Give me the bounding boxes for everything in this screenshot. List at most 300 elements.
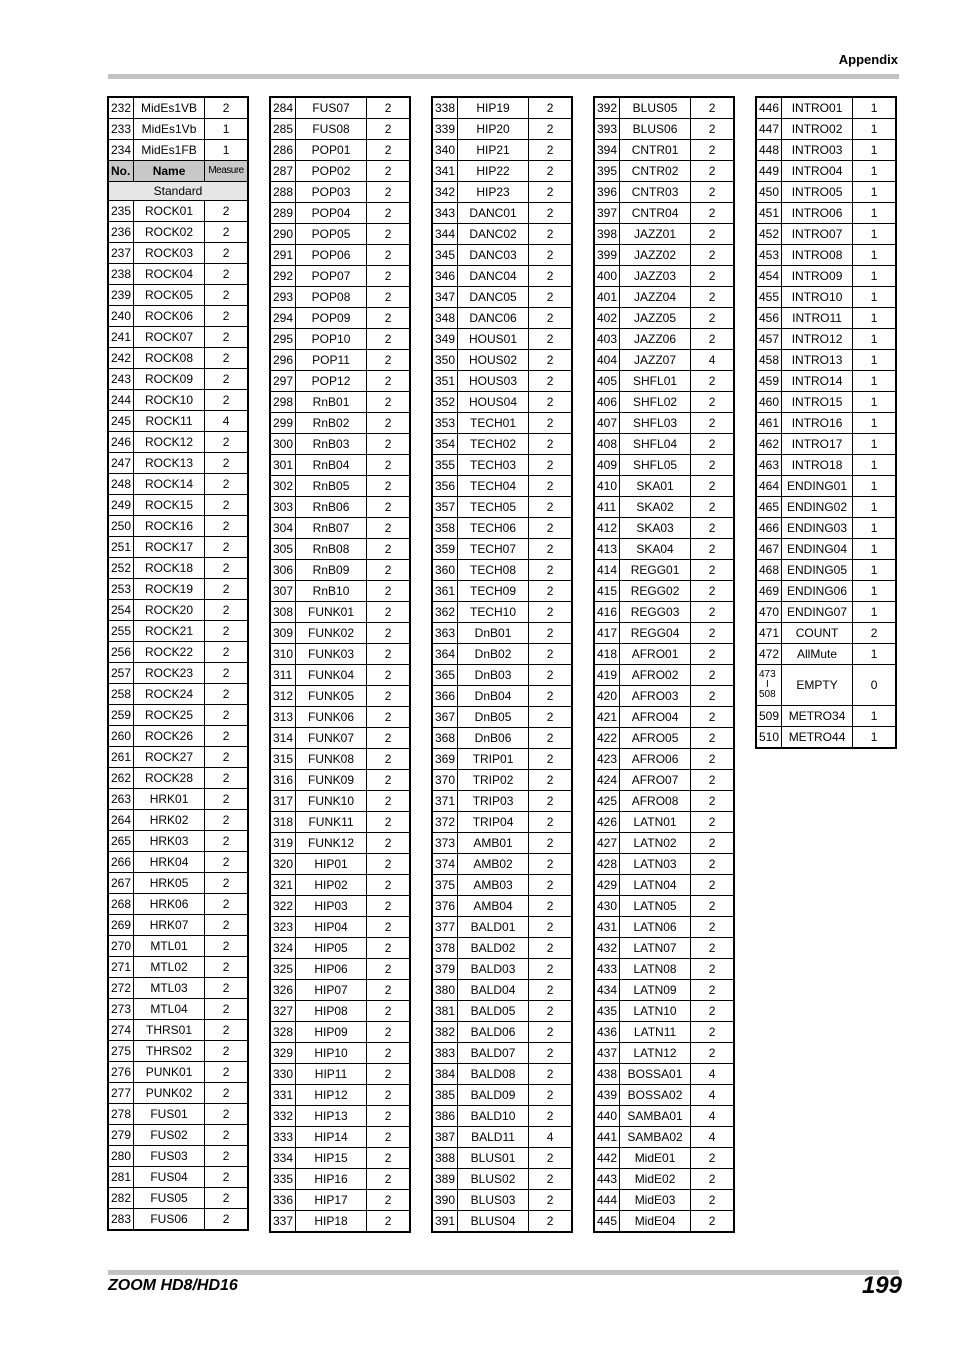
table-row: [432, 938, 572, 959]
table-row: [432, 707, 572, 728]
table-row: [270, 161, 410, 182]
pattern-name: JAZZ01: [620, 224, 691, 245]
table-row: [432, 686, 572, 707]
table-row: [108, 915, 248, 936]
table-row: [594, 1001, 734, 1022]
table-row: [270, 308, 410, 329]
pattern-number: 238: [108, 264, 134, 285]
pattern-measure: 2: [691, 539, 735, 560]
pattern-number: 330: [270, 1064, 296, 1085]
pattern-name: POP09: [296, 308, 367, 329]
pattern-number: 353: [432, 413, 458, 434]
pattern-number: 363: [432, 623, 458, 644]
pattern-measure: 2: [691, 707, 735, 728]
pattern-name: BALD06: [458, 1022, 529, 1043]
header-measure: Measure: [205, 161, 249, 182]
footer-product-title: ZOOM HD8/HD16: [108, 1277, 238, 1294]
pattern-number: 410: [594, 476, 620, 497]
table-row: [108, 1083, 248, 1104]
pattern-measure: 4: [691, 1064, 735, 1085]
pattern-number: 377: [432, 917, 458, 938]
pattern-measure: 2: [691, 1043, 735, 1064]
pattern-number: 458: [756, 350, 782, 371]
table-row: [756, 266, 896, 287]
table-row: [756, 706, 896, 727]
table-row: [108, 999, 248, 1020]
pattern-number: 243: [108, 369, 134, 390]
pattern-number: 249: [108, 495, 134, 516]
pattern-measure: 2: [367, 728, 411, 749]
pattern-number: 337: [270, 1211, 296, 1233]
pattern-name: ROCK14: [134, 474, 205, 495]
pattern-measure: 2: [205, 915, 249, 936]
pattern-name: TECH08: [458, 560, 529, 581]
pattern-measure: 2: [529, 413, 573, 434]
table-row: [756, 644, 896, 665]
section-label: Appendix: [838, 52, 898, 67]
pattern-name: BALD02: [458, 938, 529, 959]
table-row: [594, 560, 734, 581]
pattern-measure: 2: [529, 497, 573, 518]
pattern-number: 311: [270, 665, 296, 686]
pattern-measure: 2: [205, 390, 249, 411]
table-row: [108, 1167, 248, 1188]
pattern-number: 305: [270, 539, 296, 560]
pattern-number: 396: [594, 182, 620, 203]
pattern-name: SKA04: [620, 539, 691, 560]
pattern-name: TECH07: [458, 539, 529, 560]
pattern-measure: 1: [853, 539, 897, 560]
pattern-measure: 2: [691, 224, 735, 245]
pattern-measure: 2: [691, 980, 735, 1001]
pattern-name: HIP15: [296, 1148, 367, 1169]
table-row: [594, 182, 734, 203]
table-row: [432, 539, 572, 560]
pattern-measure: 2: [691, 161, 735, 182]
table-row: [432, 518, 572, 539]
pattern-name: HIP01: [296, 854, 367, 875]
pattern-number: 245: [108, 411, 134, 432]
pattern-name: BLUS06: [620, 119, 691, 140]
pattern-name: TECH04: [458, 476, 529, 497]
table-row: [432, 266, 572, 287]
pattern-measure: 2: [529, 980, 573, 1001]
table-row: [270, 1211, 410, 1233]
pattern-number: 255: [108, 621, 134, 642]
pattern-measure: 2: [367, 245, 411, 266]
table-row: [432, 392, 572, 413]
pattern-name: ROCK04: [134, 264, 205, 285]
pattern-name: FUNK03: [296, 644, 367, 665]
pattern-measure: 1: [853, 119, 897, 140]
pattern-measure: 2: [529, 518, 573, 539]
table-row: [594, 371, 734, 392]
pattern-number: 320: [270, 854, 296, 875]
pattern-measure: 2: [529, 1148, 573, 1169]
table-row: [594, 707, 734, 728]
pattern-name: FUS06: [134, 1209, 205, 1231]
pattern-number: 276: [108, 1062, 134, 1083]
pattern-name: METRO34: [782, 706, 853, 727]
pattern-number: 282: [108, 1188, 134, 1209]
pattern-measure: 2: [529, 686, 573, 707]
pattern-measure: 2: [367, 581, 411, 602]
pattern-measure: 2: [205, 1209, 249, 1231]
pattern-measure: 4: [691, 1106, 735, 1127]
table-row: [594, 1085, 734, 1106]
pattern-name: THRS02: [134, 1041, 205, 1062]
pattern-measure: 2: [205, 873, 249, 894]
pattern-name: SHFL04: [620, 434, 691, 455]
table-row: [432, 1127, 572, 1148]
pattern-measure: 2: [205, 537, 249, 558]
pattern-name: AMB04: [458, 896, 529, 917]
table-row: [270, 140, 410, 161]
pattern-measure: 2: [205, 474, 249, 495]
pattern-number: 381: [432, 1001, 458, 1022]
table-row: [432, 770, 572, 791]
pattern-number: 279: [108, 1125, 134, 1146]
table-row: [270, 980, 410, 1001]
table-row: [108, 264, 248, 285]
pattern-name: TECH09: [458, 581, 529, 602]
pattern-name: AMB03: [458, 875, 529, 896]
table-row: [756, 560, 896, 581]
pattern-measure: 2: [205, 1167, 249, 1188]
table-row: [270, 623, 410, 644]
pattern-measure: 2: [367, 287, 411, 308]
pattern-number: 459: [756, 371, 782, 392]
pattern-name: MidEs1VB: [134, 97, 205, 119]
table-row: [594, 413, 734, 434]
pattern-measure: 2: [205, 1062, 249, 1083]
pattern-name: MidE02: [620, 1169, 691, 1190]
pattern-number: 261: [108, 747, 134, 768]
pattern-number: 397: [594, 203, 620, 224]
pattern-number: 308: [270, 602, 296, 623]
pattern-number: 470: [756, 602, 782, 623]
table-row: [270, 245, 410, 266]
pattern-measure: 2: [529, 245, 573, 266]
table-row: [594, 350, 734, 371]
table-row: [432, 581, 572, 602]
pattern-name: ROCK02: [134, 222, 205, 243]
pattern-table-column-3: [431, 96, 573, 1233]
table-row: [432, 140, 572, 161]
pattern-number: 258: [108, 684, 134, 705]
pattern-measure: 2: [529, 728, 573, 749]
pattern-number: 436: [594, 1022, 620, 1043]
table-row: [108, 1041, 248, 1062]
pattern-number: 281: [108, 1167, 134, 1188]
table-row: [108, 579, 248, 600]
table-row: [432, 161, 572, 182]
pattern-measure: 2: [367, 119, 411, 140]
pattern-measure: 2: [691, 329, 735, 350]
table-row: [108, 978, 248, 999]
pattern-measure: 2: [367, 1169, 411, 1190]
table-row: [756, 518, 896, 539]
pattern-measure: 4: [205, 411, 249, 432]
pattern-measure: 2: [691, 245, 735, 266]
pattern-name: SKA01: [620, 476, 691, 497]
pattern-number: 351: [432, 371, 458, 392]
table-row: [270, 770, 410, 791]
pattern-name: RnB04: [296, 455, 367, 476]
pattern-measure: 2: [367, 140, 411, 161]
pattern-name: JAZZ05: [620, 308, 691, 329]
table-row: [432, 350, 572, 371]
pattern-number: 442: [594, 1148, 620, 1169]
pattern-name: AFRO07: [620, 770, 691, 791]
table-row: [270, 329, 410, 350]
pattern-number: 247: [108, 453, 134, 474]
pattern-name: DnB01: [458, 623, 529, 644]
pattern-number: 471: [756, 623, 782, 644]
pattern-number: 394: [594, 140, 620, 161]
pattern-number: 391: [432, 1211, 458, 1233]
pattern-measure: 2: [205, 747, 249, 768]
pattern-name: LATN01: [620, 812, 691, 833]
table-row: [270, 707, 410, 728]
pattern-measure: 1: [853, 224, 897, 245]
pattern-number: 440: [594, 1106, 620, 1127]
pattern-number: 469: [756, 581, 782, 602]
table-header-row: [108, 161, 248, 182]
table-row: [432, 1064, 572, 1085]
pattern-measure: 2: [529, 140, 573, 161]
pattern-number: 331: [270, 1085, 296, 1106]
pattern-number: 392: [594, 97, 620, 119]
pattern-measure: 2: [205, 789, 249, 810]
pattern-number: 358: [432, 518, 458, 539]
pattern-name: AFRO03: [620, 686, 691, 707]
table-row: [432, 476, 572, 497]
table-row: [594, 623, 734, 644]
pattern-number: 344: [432, 224, 458, 245]
pattern-name: POP11: [296, 350, 367, 371]
pattern-number: 427: [594, 833, 620, 854]
pattern-measure: 1: [853, 560, 897, 581]
pattern-measure: 1: [853, 727, 897, 749]
pattern-name: FUS05: [134, 1188, 205, 1209]
pattern-name: SHFL03: [620, 413, 691, 434]
pattern-measure: 2: [691, 392, 735, 413]
pattern-number: 369: [432, 749, 458, 770]
pattern-number: 433: [594, 959, 620, 980]
pattern-name: AFRO06: [620, 749, 691, 770]
table-row: [108, 957, 248, 978]
pattern-measure: 2: [205, 957, 249, 978]
pattern-number: 318: [270, 812, 296, 833]
table-row: [432, 497, 572, 518]
pattern-name: FUS04: [134, 1167, 205, 1188]
pattern-number: 272: [108, 978, 134, 999]
table-row: [594, 224, 734, 245]
table-row: [432, 1085, 572, 1106]
pattern-number: 343: [432, 203, 458, 224]
pattern-number: 372: [432, 812, 458, 833]
pattern-number: 266: [108, 852, 134, 873]
pattern-name: DANC06: [458, 308, 529, 329]
table-row: [270, 182, 410, 203]
pattern-number: 367: [432, 707, 458, 728]
pattern-measure: 2: [205, 285, 249, 306]
table-row: [270, 371, 410, 392]
pattern-name: ENDING07: [782, 602, 853, 623]
pattern-name: POP03: [296, 182, 367, 203]
pattern-number: 315: [270, 749, 296, 770]
table-row: [432, 1190, 572, 1211]
table-row: [594, 1169, 734, 1190]
pattern-measure: 2: [529, 1022, 573, 1043]
pattern-measure: 2: [205, 936, 249, 957]
pattern-number: 398: [594, 224, 620, 245]
pattern-measure: 2: [853, 623, 897, 644]
pattern-measure: 2: [367, 182, 411, 203]
pattern-name: INTRO06: [782, 203, 853, 224]
pattern-measure: 2: [691, 560, 735, 581]
table-row: [594, 581, 734, 602]
table-row: [432, 97, 572, 119]
pattern-name: MidE03: [620, 1190, 691, 1211]
pattern-measure: 1: [853, 392, 897, 413]
pattern-name: ENDING04: [782, 539, 853, 560]
pattern-name: FUS08: [296, 119, 367, 140]
pattern-name: ENDING01: [782, 476, 853, 497]
pattern-number: 316: [270, 770, 296, 791]
table-row: [108, 474, 248, 495]
pattern-number: 302: [270, 476, 296, 497]
table-row: [756, 140, 896, 161]
pattern-name: INTRO02: [782, 119, 853, 140]
table-row: [432, 455, 572, 476]
table-row: [594, 959, 734, 980]
pattern-measure: 2: [691, 686, 735, 707]
pattern-measure: 2: [367, 476, 411, 497]
pattern-measure: 1: [853, 287, 897, 308]
pattern-measure: 4: [529, 1127, 573, 1148]
pattern-number: 250: [108, 516, 134, 537]
pattern-measure: 2: [691, 749, 735, 770]
pattern-number: 323: [270, 917, 296, 938]
pattern-number: 284: [270, 97, 296, 119]
pattern-name: POP07: [296, 266, 367, 287]
pattern-number: 386: [432, 1106, 458, 1127]
pattern-name: ENDING05: [782, 560, 853, 581]
pattern-name: HIP04: [296, 917, 367, 938]
pattern-number: 366: [432, 686, 458, 707]
pattern-number: 325: [270, 959, 296, 980]
pattern-measure: 2: [205, 432, 249, 453]
pattern-name: ROCK19: [134, 579, 205, 600]
pattern-number: 347: [432, 287, 458, 308]
pattern-number: 405: [594, 371, 620, 392]
pattern-measure: 2: [367, 97, 411, 119]
pattern-name: DnB03: [458, 665, 529, 686]
pattern-number: 354: [432, 434, 458, 455]
pattern-measure: 2: [367, 791, 411, 812]
pattern-measure: 2: [529, 623, 573, 644]
pattern-number: 450: [756, 182, 782, 203]
table-row: [594, 875, 734, 896]
pattern-number: 449: [756, 161, 782, 182]
table-row: [108, 894, 248, 915]
pattern-measure: 2: [529, 644, 573, 665]
table-row: [108, 936, 248, 957]
pattern-number: 510: [756, 727, 782, 749]
pattern-name: HOUS04: [458, 392, 529, 413]
table-row: [108, 873, 248, 894]
table-row: [270, 938, 410, 959]
pattern-measure: 2: [529, 329, 573, 350]
pattern-number: 455: [756, 287, 782, 308]
pattern-number: 233: [108, 119, 134, 140]
pattern-number: 251: [108, 537, 134, 558]
table-row: [432, 665, 572, 686]
pattern-measure: 1: [205, 140, 249, 161]
pattern-name: AMB02: [458, 854, 529, 875]
pattern-number: 240: [108, 306, 134, 327]
table-row: [108, 1062, 248, 1083]
pattern-name: EMPTY: [782, 665, 853, 706]
pattern-measure: 1: [853, 644, 897, 665]
pattern-measure: 2: [367, 1127, 411, 1148]
pattern-measure: 1: [853, 518, 897, 539]
table-row: [756, 97, 896, 119]
pattern-measure: 2: [205, 327, 249, 348]
pattern-measure: 1: [853, 602, 897, 623]
pattern-measure: 1: [853, 308, 897, 329]
pattern-name: TECH05: [458, 497, 529, 518]
table-row: [108, 621, 248, 642]
pattern-number: 509: [756, 706, 782, 727]
pattern-number: 454: [756, 266, 782, 287]
table-row: [270, 644, 410, 665]
pattern-measure: 2: [367, 1043, 411, 1064]
pattern-name: ROCK09: [134, 369, 205, 390]
pattern-name: ROCK26: [134, 726, 205, 747]
pattern-name: HIP21: [458, 140, 529, 161]
pattern-name: AFRO01: [620, 644, 691, 665]
table-row: [594, 329, 734, 350]
pattern-number: 340: [432, 140, 458, 161]
pattern-name: ROCK24: [134, 684, 205, 705]
pattern-name: POP08: [296, 287, 367, 308]
table-row: [432, 644, 572, 665]
pattern-number: 289: [270, 203, 296, 224]
pattern-measure: 1: [853, 455, 897, 476]
pattern-number: 334: [270, 1148, 296, 1169]
pattern-measure: 2: [691, 812, 735, 833]
pattern-measure: 2: [367, 980, 411, 1001]
table-row: [756, 581, 896, 602]
pattern-number: 463: [756, 455, 782, 476]
pattern-measure: 2: [691, 182, 735, 203]
pattern-number: 257: [108, 663, 134, 684]
table-row: [432, 602, 572, 623]
pattern-number: 456: [756, 308, 782, 329]
pattern-number: 307: [270, 581, 296, 602]
pattern-name: HIP05: [296, 938, 367, 959]
table-row: [594, 812, 734, 833]
pattern-name: LATN12: [620, 1043, 691, 1064]
pattern-measure: 2: [367, 602, 411, 623]
pattern-name: ENDING03: [782, 518, 853, 539]
table-row: [270, 413, 410, 434]
category-row: [108, 182, 248, 201]
table-row: [594, 917, 734, 938]
